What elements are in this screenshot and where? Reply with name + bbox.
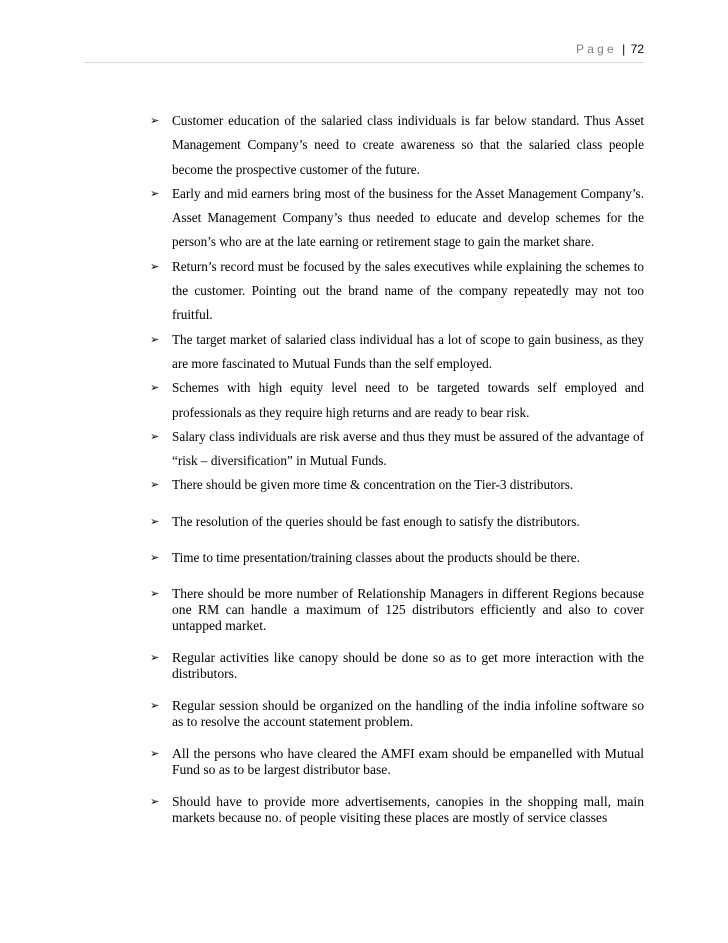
arrow-bullet-icon: ➢ xyxy=(150,587,160,601)
list-item xyxy=(150,586,644,634)
arrow-bullet-icon: ➢ xyxy=(150,478,160,492)
arrow-bullet-icon: ➢ xyxy=(150,747,160,761)
arrow-bullet-icon: ➢ xyxy=(150,429,160,443)
list-item xyxy=(150,794,644,826)
list-item xyxy=(150,473,644,497)
list-item-text: Early and mid earners bring most of the business for the Asset Management Company’s. Asset Management Company’s thus needed to educate and develop schemes for the person’s who are at the late earning or retirement stage to gain the market share. xyxy=(172,185,644,250)
list-item-text: Return’s record must be focused by the sales executives while explaining the schemes to the customer. Pointing out the brand name of the company repeatedly may not too fruitful. xyxy=(172,258,644,323)
recommendation-list xyxy=(150,109,644,826)
arrow-bullet-icon: ➢ xyxy=(150,514,160,528)
list-item xyxy=(150,698,644,730)
list-item-text: Regular session should be organized on the handling of the india infoline software so as to resolve the account statement problem. xyxy=(172,698,644,730)
list-item-text: Regular activities like canopy should be done so as to get more interaction with the distributors. xyxy=(172,650,644,682)
arrow-bullet-icon: ➢ xyxy=(150,114,160,127)
arrow-bullet-icon: ➢ xyxy=(150,795,160,809)
list-item xyxy=(150,182,644,255)
list-item-text: Should have to provide more advertisements, canopies in the shopping mall, main markets because no. of people visiting these places are mostly of service classes xyxy=(172,794,644,826)
list-item-text: All the persons who have cleared the AMFI exam should be empanelled with Mutual Fund so as to be largest distributor base. xyxy=(172,746,644,778)
list-item-text: Salary class individuals are risk averse and thus they must be assured of the advantage of “risk – diversification” in Mutual Funds. xyxy=(172,428,644,469)
list-item-text: There should be given more time & concentration on the Tier-3 distributors. xyxy=(172,477,574,493)
arrow-bullet-icon: ➢ xyxy=(150,551,160,565)
list-item xyxy=(150,109,644,182)
arrow-bullet-icon: ➢ xyxy=(150,332,160,346)
list-item xyxy=(150,376,644,425)
list-item-text: There should be more number of Relationship Managers in different Regions because one RM can handle a maximum of 125 distributors efficiently and also to cover untapped market. xyxy=(172,586,644,634)
list-item-text: Customer education of the salaried class individuals is far below standard. Thus Asset Management Company’s need to create awareness so that the salaried class people become the prospective customer of the future. xyxy=(172,113,644,177)
list-item xyxy=(150,255,644,328)
list-item xyxy=(150,650,644,682)
list-item-text: The resolution of the queries should be fast enough to satisfy the distributors. xyxy=(172,513,580,529)
arrow-bullet-icon: ➢ xyxy=(150,259,160,273)
list-item xyxy=(150,510,644,534)
page-number: 72 xyxy=(630,42,644,56)
list-item xyxy=(150,546,644,570)
header-divider xyxy=(84,62,644,63)
arrow-bullet-icon: ➢ xyxy=(150,699,160,713)
list-item xyxy=(150,328,644,377)
arrow-bullet-icon: ➢ xyxy=(150,381,160,395)
arrow-bullet-icon: ➢ xyxy=(150,186,160,200)
list-item-text: Schemes with high equity level need to be targeted towards self employed and professionals as they require high returns and are ready to bear risk. xyxy=(172,380,644,420)
page-separator: | xyxy=(622,42,626,56)
list-item-text: The target market of salaried class individual has a lot of scope to gain business, as they are more fascinated to Mutual Funds than the self employed. xyxy=(172,331,644,371)
arrow-bullet-icon: ➢ xyxy=(150,651,160,665)
page-label: Page xyxy=(576,42,617,56)
list-item-text: Time to time presentation/training classes about the products should be there. xyxy=(172,550,580,566)
list-item xyxy=(150,425,644,474)
page-header xyxy=(576,42,644,56)
list-item xyxy=(150,746,644,778)
